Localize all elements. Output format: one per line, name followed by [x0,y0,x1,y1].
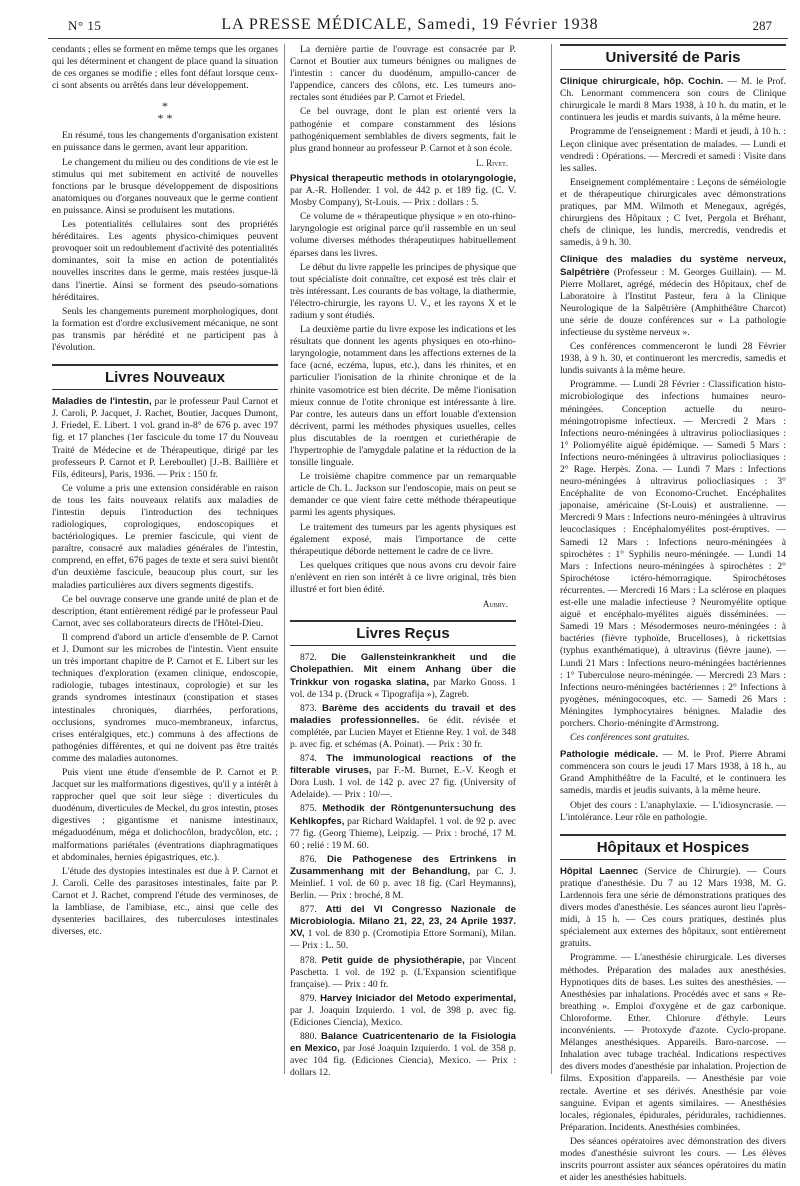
paragraph: Le début du livre rappelle les principes de physique que tout spécialiste doit connaître, cet exposé est très clair et très intéressant. Les courants de bas voltage, la diathermie, l'électro-chirurgie, les rayons U. V., et les rayons X et le radium y sont étudiés. [290,261,516,321]
paragraph: — M. le Prof. Pierre Abrami commencera son cours le jeudi 17 Mars 1938, à 18 h., au Grand Amphithéâtre de la Faculté, et le continuera les samedis, mardis et jeudis suivants, à la même heure. [560,749,787,797]
entry-number: 878. [300,954,317,966]
issue-number: N° 15 [68,18,102,33]
entry-title: Petit guide de physiothérapie, [321,954,465,966]
entry-title: Methodik der Röntgenuntersuchung des Kehlkopfes, [290,803,516,827]
entry-reference: 6e édit. révisée et complétée, par Lucien Mayet et Etienne Rey. 1 vol. de 348 p. avec fig. et schémas (A. Poinat). — Prix : 30 fr. [290,714,516,750]
journal-title: LA PRESSE MÉDICALE, Samedi, 19 Février 1938 [221,16,599,33]
paragraph: La deuxième partie du livre expose les indications et les résultats que donnent les agents physiques en oto-rhino-laryngologie, notamment dans les affections externes de la face (acné, eczéma, lupus, etc.), dans les rhinites, et en particulier l'ionisation de la rhinite chronique et de la rhinite vasomotrice est bien décrite. De même l'ionisation mieux connue de l'otite chronique est intéressante à lire. Par contre, les auteurs dans un effort louable d'extension décrivent, parmi les méthodes physiques usuelles, celles plus discutables de la roentgen et curiethérapie de l'hypertrophie de l'amygdale palatine et la réduction de la tonsille linguale. [290,324,516,469]
received-book-entry [290,652,516,700]
paragraph: Enseignement complémentaire : Leçons de séméiologie et de thérapeutique chirurgicales avec démonstrations pratiques, par MM. Wilmoth et Menegaux, agrégés, chirurgiens des Hôpitaux ; C Ivet, Pergola et Bréhant, chefs de clinique, les lundis, mercredis, vendredis et samedis, à 9 h. 30. [560,176,786,249]
entry-number: 875. [300,803,317,815]
column-divider [551,44,552,1074]
column-right [560,44,786,1186]
section-title-universite: Université de Paris [560,44,786,70]
entry-reference: par José Joaquin Izquierdo. 1 vol. de 358 p. avec 104 fig. (Ediciones Ciencia), Mexico. — Prix : dollars 12. [290,1043,517,1079]
entry-reference: par Richard Waldapfel. 1 vol. de 92 p. avec 77 fig. (Georg Thieme), Leipzig. — Prix : broché, 17 M. 60 ; relié : 19 M. 60. [290,815,516,851]
review-signature: L. Rivet. [476,157,508,168]
entry-number: 872. [300,652,317,664]
paragraph: Les potentialités cellulaires sont des propriétés héréditaires. Les agents physico-chimiques peuvent provoquer soit un redoublement d'activité des potentialités dominantes, soit la mise en action de potentialités nouvelles inscrites dans le germe, mais restées jusque-là dans l'inertie. Ainsi se forment des pseudo-somations héréditaires. [52,219,278,303]
paragraph: Ces conférences commenceront le lundi 28 Février 1938, à 9 h. 30, et continueront les mercredis, samedis et lundis suivants à la même heure. [560,341,786,377]
paragraph: Le traitement des tumeurs par les agents physiques est également exposé, mais l'importance de cette thérapeutique déborde nettement le cadre de ce livre. [290,521,516,557]
paragraph: Ce volume de « thérapeutique physique » en oto-rhino-laryngologie est original parce qu'il rassemble en un seul volume diverses méthodes thérapeutiques habituellement éparses dans les livres. [290,211,516,259]
section-separator-stars: * * * [157,99,173,126]
paragraph: Ces conférences sont gratuites. [570,732,690,744]
paragraph: Puis vient une étude d'ensemble de P. Carnot et P. Jacquet sur les malformations digestives, qu'il y a intérêt à rapprocher quel que soit leur siège : diverticules du duodénum, diverticules de Meckel, du gros intestin, ptoses digestives ; gigantisme et nanisme intestinaux, mégaduodénum, méga et dolichocôlon, bradycôlon, etc. ; malformations pariétales (éventrations diaphragmatiques et abdominales, hernies épigastriques, etc.). [52,766,278,863]
entry-reference: par C. J. Meinlief. 1 vol. de 60 p. avec 18 fig. (Carl Heymanns), Berlin. — Prix : broché, 8 M. [290,865,516,902]
entry-title: Balance Cuatricentenario de la Fisiologia en Mexico, [290,1031,516,1055]
paragraph: La dernière partie de l'ouvrage est consacrée par P. Carnot et Boutier aux tumeurs bénignes ou malignes de l'intestin : cancer du duodénum, ampullo-cancer de l'appendice, cancers des côlons, etc. Les tumeurs ano-rectales sont étudiées par P. Carnot et Friedel. [290,44,516,104]
paragraph: Objet des cours : L'anaphylaxie. — L'idiosyncrasie. — L'intolérance. Leur rôle en pathologie. [560,799,786,823]
page-number: 287 [752,18,772,33]
entry-title: Harvey Iniciador del Metodo experimental, [320,992,516,1004]
book-title: Maladies de l'intestin, [52,396,152,408]
book-title: Physical therapeutic methods in otolaryngologie, [290,172,516,184]
header-rule [48,38,788,39]
column-middle [290,44,516,1082]
paragraph: (Professeur : M. Georges Guillain). — M. Pierre Mollaret, agrégé, médecin des Hôpitaux, chef de Laboratoire à l'Institut Pasteur, fera à la Clinique Neurologique de la Salpêtrière (Amphithéâtre Charcot) une série de douze conférences sur « La pathologie infectieuse du système nerveux ». [560,266,786,338]
column-divider [284,44,285,1074]
received-book-entry [290,1031,516,1079]
entry-title: Atti del VI Congresso Nazionale de Microbiologia. Milano 21, 22, 23, 24 Aprile 1937. XV, [290,904,516,940]
subsection-title: Hôpital Laennec [560,865,639,877]
received-book-entry [290,803,516,851]
entry-title: The immunological reactions of the filterable viruses, [290,753,517,777]
section-title-livres-recus: Livres Reçus [290,620,516,646]
paragraph: Programme. — L'anesthésie chirurgicale. Les diverses méthodes. Préparation des malades aux anesthésies. Hypnotiques dits de bases. Les suites des anesthésies. — Anesthésies par inhalations. Procédés avec et sans « Re-breathing ». Emploi d'oxygène et de gaz carbonique. Chloroforme. Ether. Chlorure d'éthyle. Leurs inconvénients. — Protoxyde d'azote. Cyclo-propane. Mélanges anesthésiques. Appareils. Baro-narcose. — Inhalation avec tubage trachéal. Indications respectives des divers modes d'anesthésie par inhalation. Projection de films. Exposition d'appareils. — Anesthésie par voie rectale. Avertine et ses dérivés. Anesthésie par voie sanguine. Evipan et agents similaires. — Anesthésies locales, régionales, épidurales, péridurales, rachidiennes. Préparation. Incidents. Anesthésies combinées. [560,952,786,1133]
section-title-hopitaux: Hôpitaux et Hospices [560,834,786,860]
paragraph: — M. le Prof. Ch. Lenormant commencera son cours de Clinique chirurgicale le mardi 8 Mars 1938, à 10 h. du matin, et le continuera les jeudis et mardis suivants, à la même heure. [560,76,787,124]
paragraph: Ce volume a pris une extension considérable en raison de tous les faits nouveaux relatifs aux maladies de l'intestin depuis l'introduction des techniques radiologiques, coprologiques, endoscopiques et bactériologiques. Le premier fascicule, qui vient de paraître, consacré aux maladies générales de l'intestin, comprend, en effet, 676 pages de texte et sera suivi bientôt d'un deuxième fascicule, beaucoup plus court, sur les maladies particulières aux divers segments digestifs. [52,482,278,591]
entry-number: 874. [300,753,317,765]
paragraph: Le troisième chapitre commence par un remarquable article de Ch. L. Jackson sur l'endoscopie, mais on peut se demander ce que vient faire cette méthode thérapeutique parmi les agents physiques. [290,471,516,519]
received-book-entry [290,703,516,751]
paragraph: Programme. — Lundi 28 Février : Classification histo-microbiologique des infections humaines neuro-méningées. Conception actuelle du neuro-méningotropisme infectieux. — Mercredi 2 Mars : Infections neuro-méningées à ultravirus poliocliasiques : 1° Poliomyélite aiguë épidémique. — Samedi 5 Mars : Infections neuro-méningées à ultravirus poliocliasiques : 2° Rage. Herpès. Zona. — Lundi 7 Mars : Infections neuro-méningées à ultravirus poliocliasiques : 3° Encéphalite de von Economo-Cruchet. Encéphalites japonaise, américaine (St-Louis) et australienne. — Mercredi 9 Mars : Infections neuro-méningées à ultravirus leucoclasiques : Encéphalomyélites post-éruptives. — Samedi 12 Mars : Infections neuro-méningées à spirochètes : 1° Syphilis neuro-méningée. — Lundi 14 Mars : Infections neuro-méningées à spirochètes : 2° Spirochétose ictéro-hémorragique. Spirochétoses récurrentes. — Mercredi 16 Mars : La sclérose en plaques est-elle une maladie infectieuse ? Neuromyélite optique aiguë et encéphalo-myélites aiguës disséminées. — Samedi 19 Mars : Mésodermoses neuro-méningées : à bactéries (fièvre typhoïde, Brucelloses), à rickettsias (typhus exanthématique), à ultravirus (fièvre jaune). — Lundi 21 Mars : Infections neuro-méningées bactériennes : 1° Tuberculose neuro-méningée. — Mercredi 23 Mars : Infections neuro-méningées bactériennes : 2° Infections à pyogènes, méningocoques, etc. — Samedi 26 Mars : Méningites lymphocytaires bénignes. Maladie des porchers. Chorio-méningite d'Armstrong. [560,379,786,729]
entry-number: 877. [300,904,317,916]
paragraph: Les quelques critiques que nous avons cru devoir faire n'enlèvent en rien son intérêt à ce livre original, très bien illustré et fort bien édité. [290,559,516,596]
entry-title: Barème des accidents du travail et des maladies professionnelles. [290,702,517,726]
entry-number: 873. [300,702,317,714]
paragraph: Des séances opératoires avec démonstration des divers modes d'anesthésie suivront les cours. — Les élèves inscrits pourront assister aux séances opératoires du matin et aider les anesthésies habituels. [560,1135,786,1184]
page-header [40,12,780,36]
received-book-entry [290,904,516,952]
paragraph: cendants ; elles se forment en même temps que les organes qui les déterminent et changent de place quand la situation de ces organes se modifie ; elles font défaut lorsque ceux-ci sont absents ou arrêtés dans leur développement. [52,44,278,92]
entry-reference: par Marko Gnoss. 1 vol. de 134 p. (Druck « Tipografija »), Zagreb. [290,676,516,700]
entry-number: 879. [300,992,317,1004]
paragraph: L'étude des dystopies intestinales est due à P. Carnot et J. Caroli. Celle des parasitoses intestinales, faite par P. Carnot et J. Rachet, comprend l'étude des verminoses, de la lambliase, de l'amibiase, etc., ainsi que celle des dysenteries bacillaires, des tuberculoses intestinales diverses, etc. [52,865,278,938]
received-book-entry [290,955,516,991]
column-left [52,44,278,940]
book-reference: par le professeur Paul Carnot et J. Caroli, P. Jacquet, J. Rachet, Boutier, Jacques Dumont, J. Friedel, E. Libert. 1 vol. grand in-8° de 676 p. avec 197 fig. et 17 planches (1er fascicule du tome 17 du Nouveau Traité de Médecine et de Thérapeutique, dirigé par les professeurs P. Carnot et P. Lereboullet) [J.-B. Baillière et Fils, éditeurs], Paris, 1936. — Prix : 150 fr. [52,396,279,480]
review-signature: Aubry. [482,599,508,610]
paragraph: Ce bel ouvrage conserve une grande unité de plan et de description, étant entièrement rédigé par le professeur Paul Carnot, avec ses collaborateurs directs de l'Hôtel-Dieu. [52,593,278,629]
entry-title: Die Pathogenese des Ertrinkens in Zusammenhang mit der Behandlung, [290,853,516,877]
entry-reference: par Vincent Paschetta. 1 vol. de 192 p. (L'Expansion scientifique française). — Prix : 40 fr. [290,954,516,990]
entry-number: 880. [300,1031,317,1043]
paragraph: (Service de Chirurgie). — Cours pratique d'anesthésie. Du 7 au 12 Mars 1938, M. G. Lardennois fera une série de démonstrations pratiques des divers modes d'anesthésie. Les séances auront lieu l'après-midi, à 15 h. — Ces cours pratiques, destinés plus spécialement aux externes des hôpitaux, sont entièrement gratuits. [560,865,786,950]
paragraph: Le changement du milieu ou des conditions de vie est le stimulus qui met subitement en activité de nouvelles fonctions par le brusque développement de dispositions anatomiques ou d'organes nouveaux que le germe contient en puissance. Ainsi se produisent les mutations. [52,156,278,216]
entry-reference: par F.-M. Burnet, E.-V. Keogh et Dora Lush. 1 vol. de 142 p. avec 27 fig. (University of Adelaide). — Prix : 10/—. [290,765,517,801]
subsection-title: Clinique chirurgicale, hôp. Cochin. [560,76,724,88]
entry-number: 876. [300,853,317,865]
received-book-entry [290,854,516,902]
paragraph: En résumé, tous les changements d'organisation existent en puissance dans le germen, avant leur apparition. [52,130,278,154]
paragraph: Seuls les changements purement morphologiques, dont la formation est d'ordre exclusivement mécanique, ne sont pas transmis par hérédité et ne participent pas à l'évolution. [52,305,278,353]
received-book-entry [290,993,516,1029]
subsection-title: Pathologie médicale. [560,749,659,761]
section-title-livres-nouveaux: Livres Nouveaux [52,364,278,390]
book-reference: par A.-R. Hollender. 1 vol. de 442 p. et 189 fig. (C. V. Mosby Company), St-Louis. — Prix : dollars : 5. [290,185,516,209]
paragraph: Ce bel ouvrage, dont le plan est orienté vers la pathogénie et compare constamment des lésions pathogéniquement semblables de divers segments, fait le plus grand honneur au professeur P. Carnot et à son école. [290,106,516,154]
entry-reference: par J. Joaquin Izquierdo. 1 vol. de 398 p. avec fig. (Ediciones Ciencia), Mexico. [290,1004,516,1029]
subsection-title: Clinique des maladies du système nerveux, Salpêtrière [560,254,786,278]
paragraph: Programme de l'enseignement : Mardi et jeudi, à 10 h. : Leçon clinique avec présentation de malades. — Lundi et vendredi : Opérations. — Mercredi et samedi : Visite dans les salles. [560,126,786,174]
paragraph: Il comprend d'abord un article d'ensemble de P. Carnot et J. Dumont sur les microbes de l'intestin. Vient ensuite un très important chapitre de P. Carnot et E. Libert sur les techniques d'exploration (examen clinique, endoscopie, radiologie, tubages intestinaux, coprologie) et sur les grands syndromes intestinaux (constipation et stases intestinales chroniques, diarrhées, perforations, occlusions, syndromes muco-membraneux, infarctus, crises entéralgiques, etc.) communs à des affections de pathogénies différentes, et qui ne doivent pas être traités comme des maladies autonomes. [52,631,278,764]
entry-reference: 1 vol. de 830 p. (Cromotipia Ettore Sormani), Milan. — Prix : L. 50. [290,928,516,952]
received-book-entry [290,753,516,801]
entry-title: Die Gallensteinkrankheit und die Cholepathien. Mit einem Anhang über die Trinkkur von rogaska slatina, [290,652,516,688]
